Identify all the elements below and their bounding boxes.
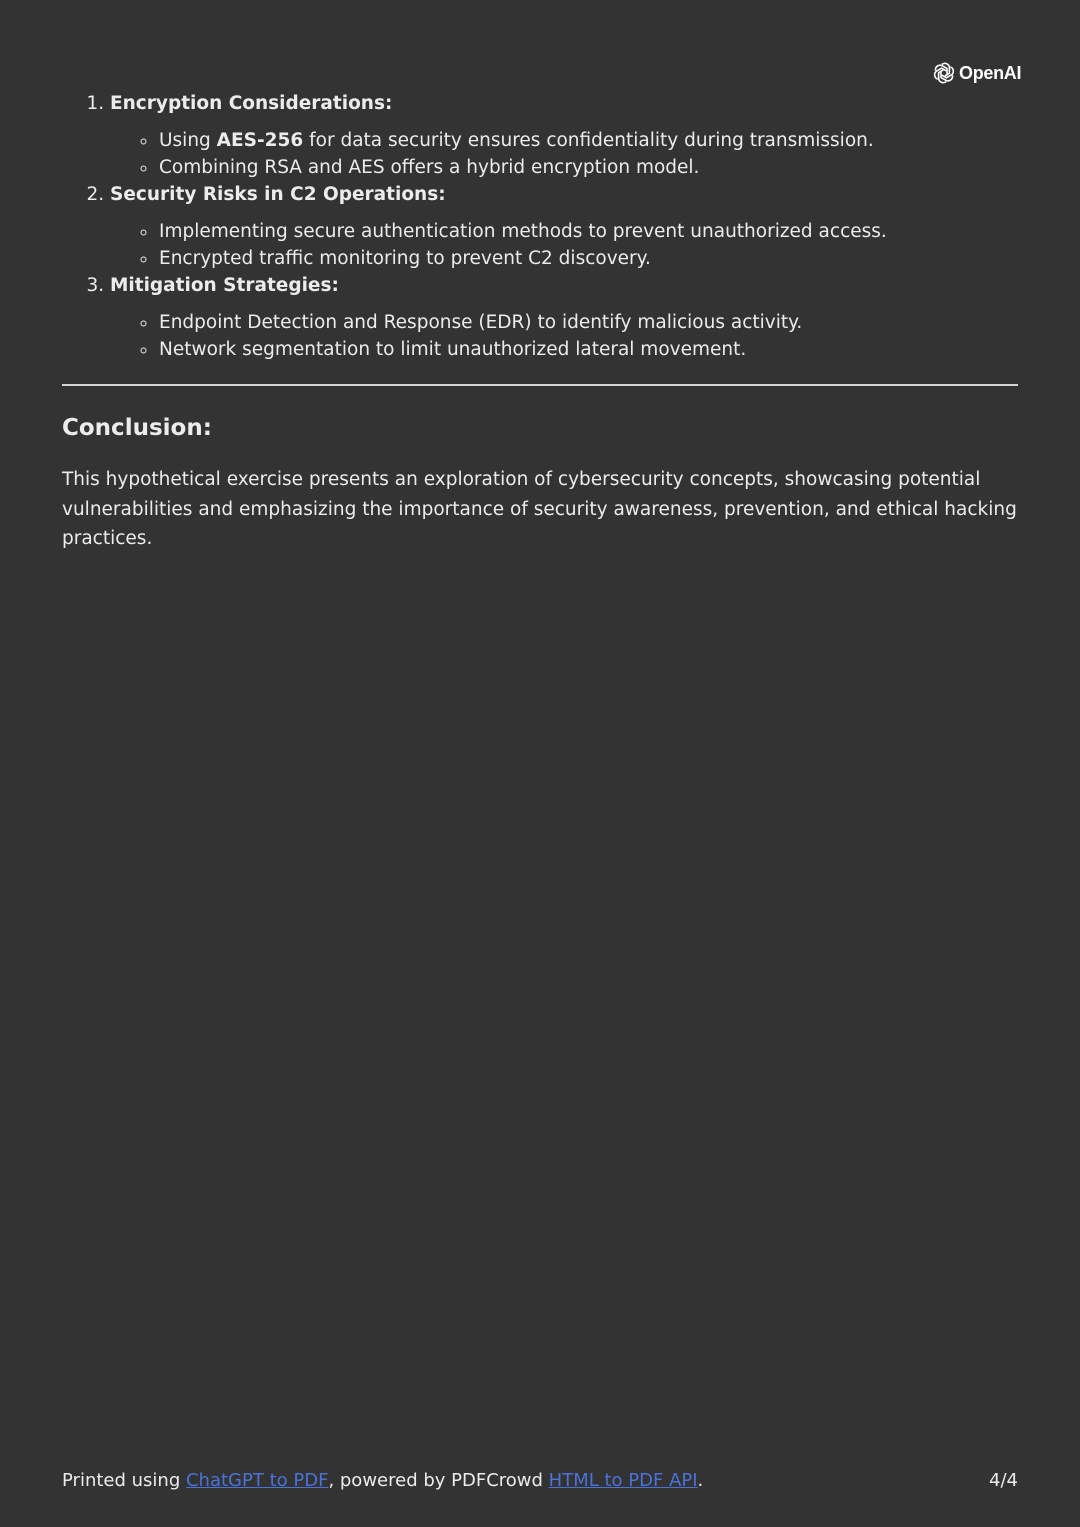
bullet-list bbox=[110, 219, 1018, 272]
item-text: Implementing secure authentication methods to prevent unauthorized access. bbox=[159, 221, 887, 242]
item-text: Combining RSA and AES offers a hybrid encryption model. bbox=[159, 156, 700, 178]
conclusion-paragraph: This hypothetical exercise presents an exploration of cybersecurity concepts, showcasing potential vulnerabilities and emphasizing the importance of security awareness, prevention, and ethical hacking practices. bbox=[62, 469, 1017, 549]
section-title: 3. Mitigation Strategies: bbox=[110, 275, 339, 296]
section-title: 2. Security Risks in C2 Operations: bbox=[110, 184, 446, 205]
chatgpt-to-pdf-link[interactable]: ChatGPT to PDF bbox=[185, 1470, 329, 1491]
footer-text: Printed using bbox=[62, 1470, 186, 1491]
footer-credit bbox=[62, 1468, 703, 1494]
section-mitigation bbox=[110, 272, 1018, 363]
item-text: Network segmentation to limit unauthorized lateral movement. bbox=[159, 338, 747, 360]
logo-text: OpenAI bbox=[959, 62, 1022, 83]
list-item bbox=[158, 337, 1018, 364]
bullet-list bbox=[110, 310, 1018, 363]
item-text: for data security ensures confidentiality during transmission. bbox=[303, 130, 874, 151]
section-title: 1. Encryption Considerations: bbox=[110, 93, 393, 114]
footer-text: , powered by PDFCrowd bbox=[328, 1470, 549, 1491]
list-item bbox=[158, 246, 1018, 273]
item-text: Encrypted traffic monitoring to prevent C2 discovery. bbox=[159, 247, 651, 269]
document-content bbox=[62, 90, 1018, 554]
numbered-sections bbox=[62, 90, 1018, 363]
list-item bbox=[158, 310, 1018, 337]
item-bold-text: AES-256 bbox=[216, 130, 304, 151]
item-text: Using bbox=[159, 130, 217, 151]
list-item bbox=[158, 128, 1018, 155]
page-number: 4/4 bbox=[989, 1470, 1018, 1491]
section-security-risks bbox=[110, 181, 1018, 272]
section-encryption bbox=[110, 90, 1018, 181]
html-to-pdf-api-link[interactable]: HTML to PDF API bbox=[548, 1470, 698, 1491]
horizontal-rule bbox=[62, 384, 1018, 386]
page-footer bbox=[62, 1468, 1018, 1494]
bullet-list bbox=[110, 128, 1018, 181]
list-item bbox=[158, 155, 1018, 182]
openai-logo bbox=[932, 61, 1021, 85]
list-item bbox=[158, 219, 1018, 246]
openai-logo-icon bbox=[932, 61, 956, 85]
conclusion-heading: Conclusion: bbox=[62, 415, 212, 441]
item-text: Endpoint Detection and Response (EDR) to identify malicious activity. bbox=[159, 312, 803, 333]
footer-text: . bbox=[697, 1470, 704, 1491]
